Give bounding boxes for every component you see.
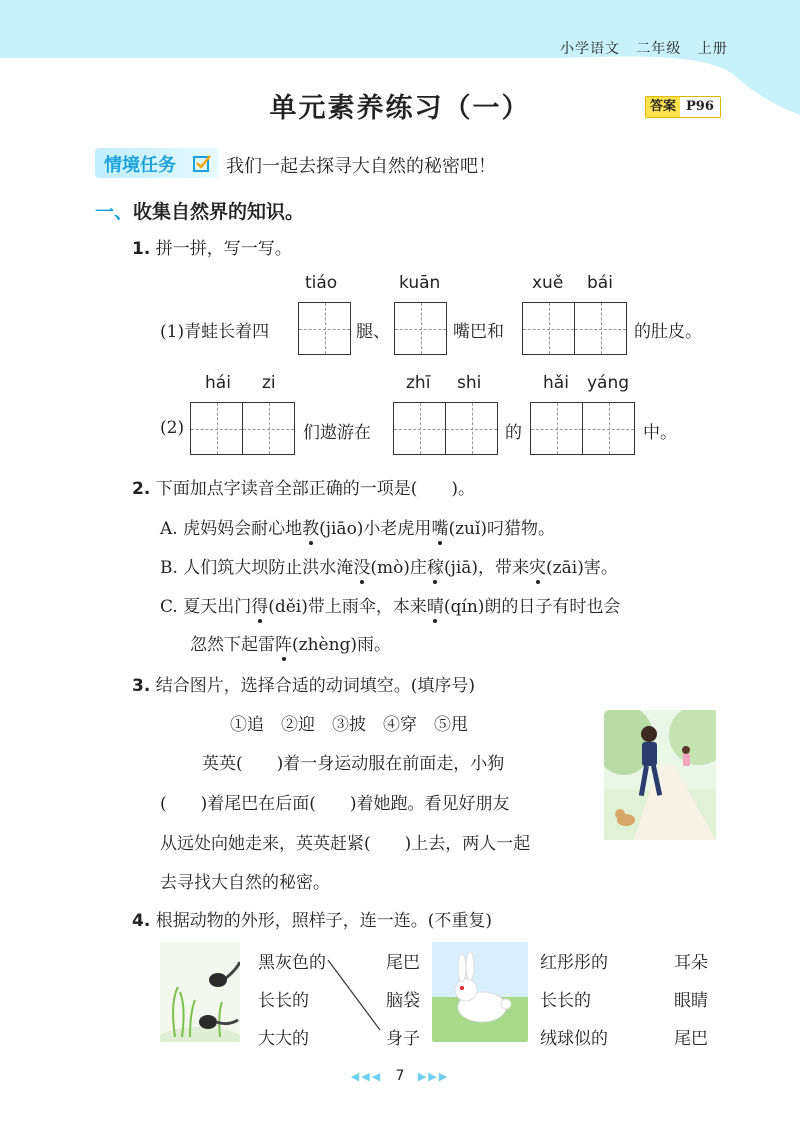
q3-number: 3. xyxy=(132,676,151,696)
writing-box[interactable] xyxy=(298,302,351,355)
q3-choices: ①追 ②迎 ③披 ④穿 ⑤甩 xyxy=(230,715,468,735)
q4-text: 根据动物的外形，照样子，连一连。(不重复) xyxy=(155,911,492,931)
page-footer xyxy=(0,1068,800,1084)
q3-para-line: 从远处向她走来，英英赶紧( )上去，两人一起 xyxy=(160,834,531,854)
q3-text: 结合图片，选择合适的动词填空。(填序号) xyxy=(155,676,475,696)
q1-line1-text: 腿、 xyxy=(356,322,390,342)
q3-para-line: 英英( )着一身运动服在前面走，小狗 xyxy=(202,754,505,774)
pinyin: bái xyxy=(587,273,613,293)
pinyin: hǎi xyxy=(543,373,569,393)
rabbit-illustration xyxy=(432,942,528,1042)
q2-number: 2. xyxy=(132,479,151,499)
q2-option-c[interactable]: C. 夏天出门得(děi)带上雨伞，本来晴(qín)朗的日子有时也会 xyxy=(160,597,621,617)
pinyin: zi xyxy=(262,373,276,393)
q3-para-line: ( )着尾巴在后面( )着她跑。看见好朋友 xyxy=(160,794,510,814)
answer-label: 答案 xyxy=(646,97,680,117)
q4-left-adj[interactable]: 黑灰色的 xyxy=(258,953,326,973)
q4-number: 4. xyxy=(132,911,151,931)
section-number: 一、 xyxy=(95,201,134,223)
q4-right-adj[interactable]: 长长的 xyxy=(540,991,591,1011)
writing-box[interactable] xyxy=(522,302,627,355)
section-text: 收集自然界的知识。 xyxy=(133,201,305,223)
q4-left-noun[interactable]: 尾巴 xyxy=(386,953,420,973)
tadpole-illustration xyxy=(160,942,240,1042)
q1-line1-text: 嘴巴和 xyxy=(453,322,504,342)
answer-page: P96 xyxy=(680,97,720,117)
header-subject: 小学语文 xyxy=(560,41,620,57)
q1-line2-text: 中。 xyxy=(643,423,677,443)
q4-right-noun[interactable]: 尾巴 xyxy=(674,1029,708,1049)
q4-right-noun[interactable]: 耳朵 xyxy=(674,953,708,973)
task-label: 情境任务 xyxy=(104,155,176,176)
pinyin: hái xyxy=(205,373,231,393)
q2-option-b[interactable]: B. 人们筑大坝防止洪水淹没(mò)庄稼(jiā)，带来灾(zāi)害。 xyxy=(160,558,618,578)
writing-box[interactable] xyxy=(530,402,635,455)
q4-right-noun[interactable]: 眼睛 xyxy=(674,991,708,1011)
q4-left-adj[interactable]: 长长的 xyxy=(258,991,309,1011)
q2-text: 下面加点字读音全部正确的一项是( )。 xyxy=(155,479,475,499)
checkbox-icon xyxy=(192,153,212,173)
page-title: 单元素养练习（一） xyxy=(269,93,531,124)
q1-line1-text: (1)青蛙长着四 xyxy=(160,322,270,342)
q4-prompt xyxy=(132,906,492,931)
q4-right-adj[interactable]: 绒球似的 xyxy=(540,1029,608,1049)
prev-arrows-icon: ◀◀◀ xyxy=(350,1070,383,1083)
q4-left-noun[interactable]: 脑袋 xyxy=(386,991,420,1011)
writing-box[interactable] xyxy=(394,302,447,355)
q1-number: 1. xyxy=(132,239,151,259)
header-grade: 二年级 xyxy=(636,41,682,57)
header-volume: 上册 xyxy=(697,41,728,57)
q4-right-adj[interactable]: 红彤彤的 xyxy=(540,953,608,973)
q2-option-c-cont: 忽然下起雷阵(zhèng)雨。 xyxy=(190,635,392,655)
pinyin: tiáo xyxy=(305,273,338,293)
q2-option-a[interactable]: A. 虎妈妈会耐心地教(jiāo)小老虎用嘴(zuǐ)叼猎物。 xyxy=(160,519,556,539)
task-tag xyxy=(104,151,176,177)
q1-line2-text: 们遨游在 xyxy=(303,423,371,443)
pinyin: zhī xyxy=(406,373,431,393)
writing-box[interactable] xyxy=(393,402,498,455)
writing-box[interactable] xyxy=(190,402,295,455)
q1-text: 拼一拼，写一写。 xyxy=(155,239,292,259)
task-text: 我们一起去探寻大自然的秘密吧！ xyxy=(226,156,496,177)
pinyin: kuān xyxy=(399,273,441,293)
q1-line2-text: 的 xyxy=(505,423,522,443)
q1-line1-text: 的肚皮。 xyxy=(634,322,702,342)
q3-para-line: 去寻找大自然的秘密。 xyxy=(160,873,330,893)
section-title xyxy=(95,197,304,224)
q1-prompt xyxy=(132,234,292,259)
pinyin: shi xyxy=(457,373,482,393)
q4-left-noun[interactable]: 身子 xyxy=(386,1029,420,1049)
header-info xyxy=(560,38,728,58)
q2-prompt xyxy=(132,474,475,499)
q4-left-adj[interactable]: 大大的 xyxy=(258,1029,309,1049)
q3-prompt xyxy=(132,671,475,696)
q1-line2-text: (2) xyxy=(160,418,185,438)
next-arrows-icon: ▶▶▶ xyxy=(417,1070,450,1083)
pinyin: yáng xyxy=(587,373,630,393)
girl-dog-illustration xyxy=(604,710,716,840)
answer-badge[interactable] xyxy=(645,96,721,118)
page-number: 7 xyxy=(395,1068,405,1084)
pinyin: xuě xyxy=(532,273,564,293)
